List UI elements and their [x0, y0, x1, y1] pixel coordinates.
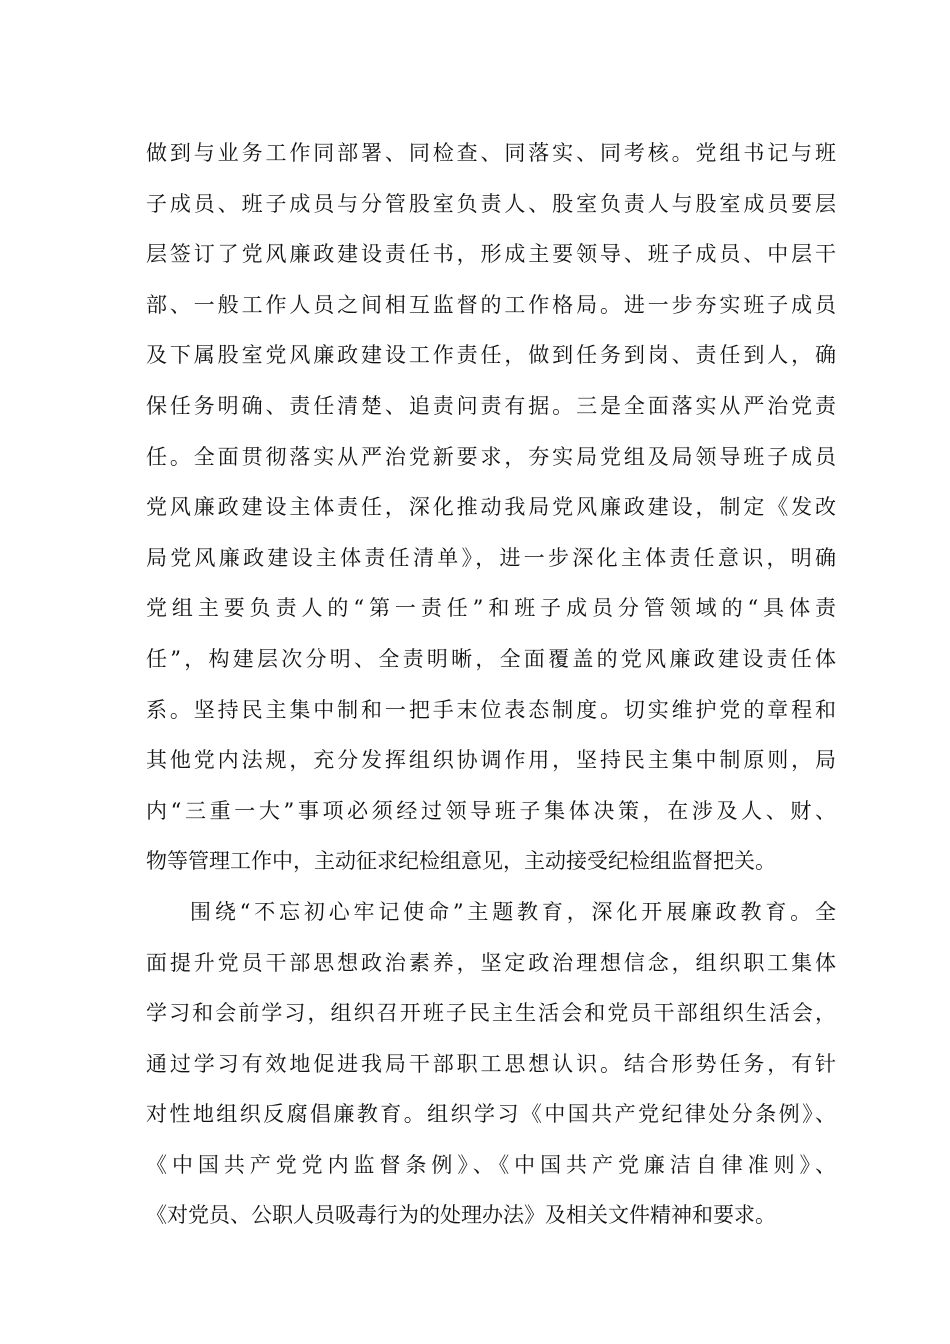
paragraph-line: 部、一般工作人员之间相互监督的工作格局。进一步夯实班子成员 — [146, 292, 836, 317]
paragraph-line: 面提升党员干部思想政治素养，坚定政治理想信念，组织职工集体 — [146, 950, 836, 975]
paragraph-line: 子成员、班子成员与分管股室负责人、股室负责人与股室成员要层 — [146, 191, 836, 216]
paragraph-line: 学习和会前学习，组织召开班子民主生活会和党员干部组织生活会， — [146, 1001, 836, 1026]
paragraph-line: 保任务明确、责任清楚、追责问责有据。三是全面落实从严治党责 — [146, 393, 836, 418]
paragraph-line: 围绕“不忘初心牢记使命”主题教育，深化开展廉政教育。全 — [190, 899, 836, 924]
paragraph-line: 做到与业务工作同部署、同检查、同落实、同考核。党组书记与班 — [146, 141, 836, 165]
paragraph-line: 层签订了党风廉政建设责任书，形成主要领导、班子成员、中层干 — [146, 242, 836, 267]
paragraph-line: 对性地组织反腐倡廉教育。组织学习《中国共产党纪律处分条例》、 — [146, 1102, 836, 1127]
paragraph-line: 党风廉政建设主体责任，深化推动我局党风廉政建设，制定《发改 — [146, 495, 836, 520]
body-text — [146, 128, 836, 1241]
paragraph-line: 通过学习有效地促进我局干部职工思想认识。结合形势任务，有针 — [146, 1051, 836, 1076]
paragraph-line: 《中国共产党党内监督条例》、《中国共产党廉洁自律准则》、 — [146, 1152, 836, 1177]
paragraph-line: 局党风廉政建设主体责任清单》，进一步深化主体责任意识，明确 — [146, 545, 836, 570]
paragraph-line: 任。全面贯彻落实从严治党新要求，夯实局党组及局领导班子成员 — [146, 444, 836, 469]
paragraph-line: 《对党员、公职人员吸毒行为的处理办法》及相关文件精神和要求。 — [146, 1203, 776, 1228]
paragraph-line: 其他党内法规，充分发挥组织协调作用，坚持民主集中制原则，局 — [146, 748, 836, 773]
paragraph-line: 任”，构建层次分明、全责明晰，全面覆盖的党风廉政建设责任体 — [146, 646, 836, 671]
paragraph-line: 党组主要负责人的“第一责任”和班子成员分管领域的“具体责 — [146, 596, 836, 621]
paragraph-line: 内“三重一大”事项必须经过领导班子集体决策，在涉及人、财、 — [146, 798, 836, 823]
paragraph-line: 系。坚持民主集中制和一把手末位表态制度。切实维护党的章程和 — [146, 697, 836, 722]
paragraph-line: 及下属股室党风廉政建设工作责任，做到任务到岗、责任到人，确 — [146, 343, 836, 368]
paragraph-line: 物等管理工作中，主动征求纪检组意见，主动接受纪检组监督把关。 — [146, 849, 776, 874]
